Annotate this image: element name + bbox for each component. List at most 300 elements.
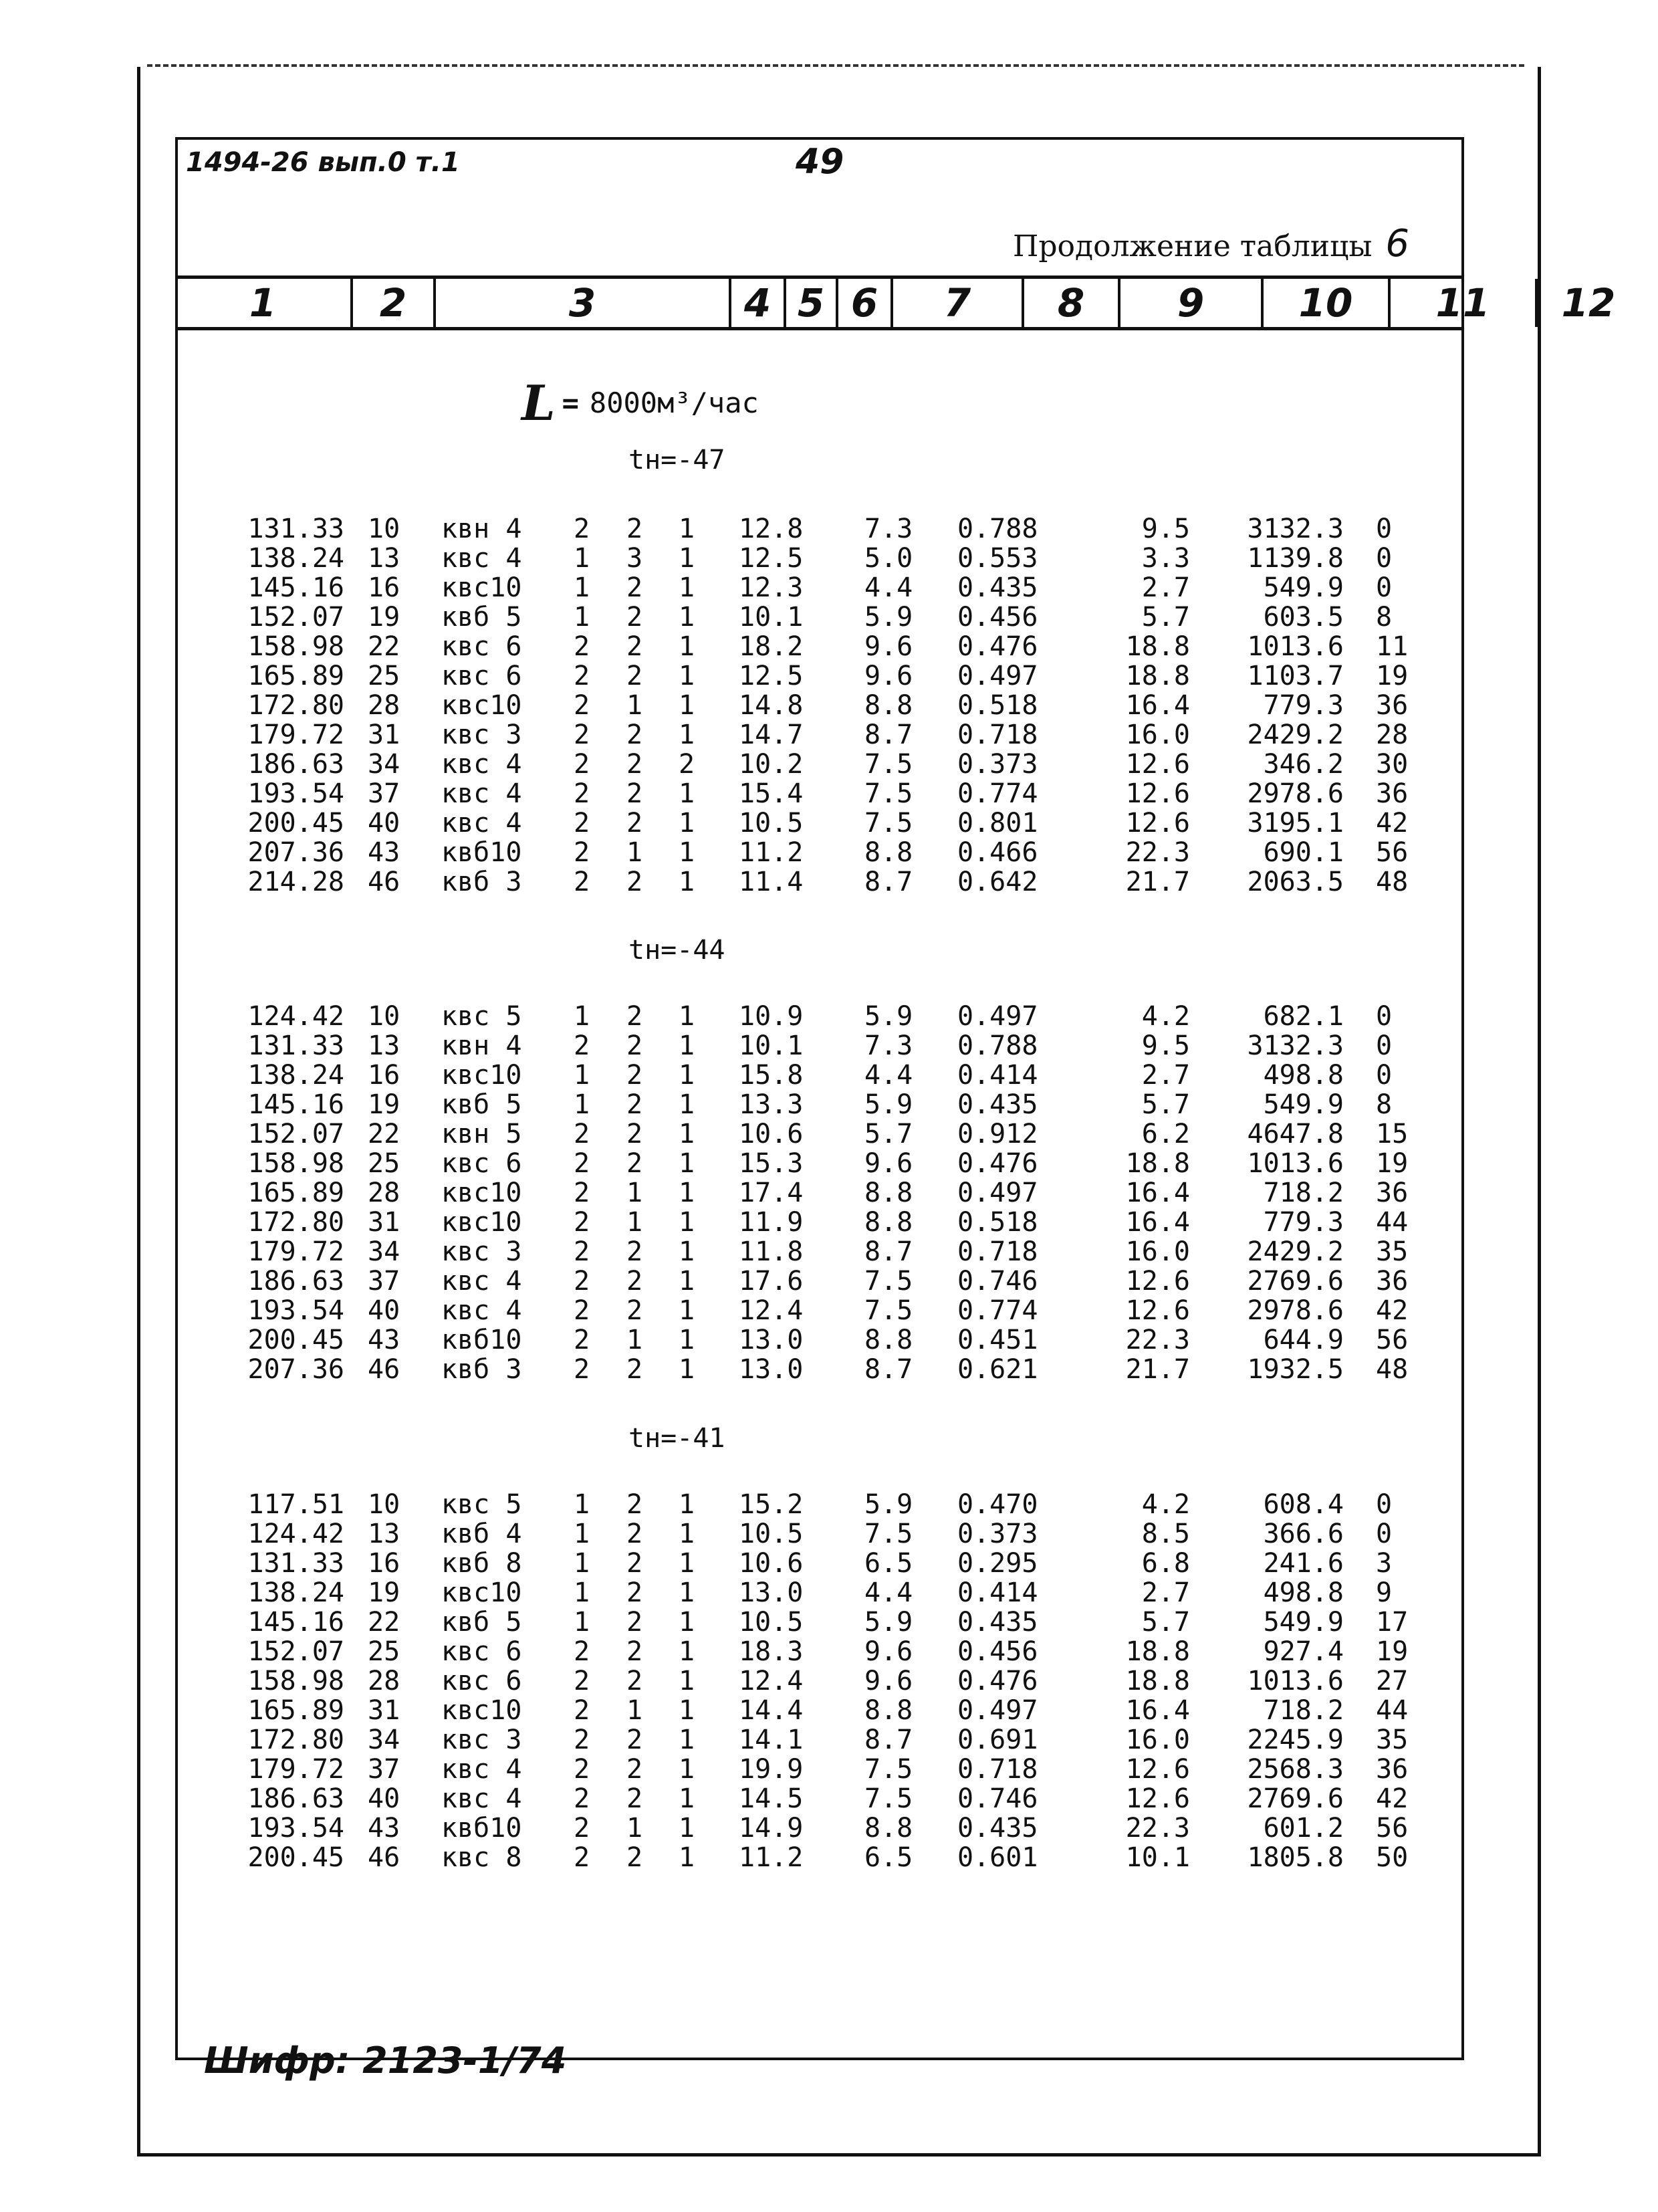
table-row <box>0 1236 1658 1266</box>
table-cell: 10.1 <box>739 602 804 633</box>
table-cell: 0 <box>1376 1519 1393 1549</box>
table-cell: 1 <box>626 1325 643 1355</box>
table-cell: 1 <box>574 1001 590 1032</box>
table-cell: 0.912 <box>957 1119 1038 1149</box>
table-row <box>0 1548 1658 1577</box>
table-cell: квс 4 <box>441 808 522 839</box>
table-cell: 2 <box>626 1577 643 1608</box>
table-cell: 0.497 <box>957 1178 1038 1208</box>
table-cell: 165.89 <box>247 1178 344 1208</box>
table-cell: 117.51 <box>247 1489 344 1520</box>
table-cell: 5.7 <box>1141 1607 1190 1638</box>
table-cell: 0.451 <box>957 1325 1038 1355</box>
table-cell: 16.4 <box>1125 1695 1190 1726</box>
column-header: 12 <box>1535 279 1639 327</box>
table-cell: 2 <box>626 1754 643 1785</box>
table-cell: 0.497 <box>957 1001 1038 1032</box>
table-cell: квб10 <box>441 837 522 868</box>
table-cell: 36 <box>1376 778 1409 809</box>
table-cell: 0 <box>1376 1030 1393 1061</box>
table-row <box>0 602 1658 631</box>
table-cell: 4.4 <box>864 572 913 603</box>
table-cell: 7.5 <box>864 749 913 780</box>
table-cell: 22 <box>368 1607 400 1638</box>
table-cell: 2 <box>574 1725 590 1755</box>
table-cell: 17.6 <box>739 1266 804 1297</box>
table-cell: 43 <box>368 1325 400 1355</box>
table-cell: 16.0 <box>1125 1725 1190 1755</box>
table-cell: 1 <box>679 1236 695 1267</box>
table-row <box>0 1813 1658 1842</box>
table-cell: 3 <box>626 543 643 574</box>
table-cell: 2 <box>574 1354 590 1385</box>
table-cell: 549.9 <box>1263 1089 1344 1120</box>
table-cell: 2063.5 <box>1247 867 1344 897</box>
table-row <box>0 778 1658 808</box>
table-cell: 9.6 <box>864 1666 913 1696</box>
table-cell: 18.8 <box>1125 1148 1190 1179</box>
continuation-heading <box>1013 222 1409 265</box>
table-cell: 21.7 <box>1125 867 1190 897</box>
table-cell: 13.3 <box>739 1089 804 1120</box>
table-cell: 0.774 <box>957 1295 1038 1326</box>
table-cell: квс10 <box>441 1577 522 1608</box>
table-cell: 3195.1 <box>1247 808 1344 839</box>
table-cell: 0.691 <box>957 1725 1038 1755</box>
table-cell: 0.746 <box>957 1783 1038 1814</box>
table-cell: 172.80 <box>247 1207 344 1238</box>
table-cell: 6.5 <box>864 1548 913 1579</box>
table-cell: 25 <box>368 1636 400 1667</box>
table-cell: 1 <box>679 1148 695 1179</box>
table-cell: 2 <box>574 1813 590 1844</box>
table-cell: 12.6 <box>1125 1295 1190 1326</box>
table-cell: 0.476 <box>957 1148 1038 1179</box>
table-cell: квс 4 <box>441 749 522 780</box>
table-cell: 11.9 <box>739 1207 804 1238</box>
column-header: 2 <box>350 279 433 327</box>
table-cell: квс 8 <box>441 1842 522 1873</box>
table-cell: 8.7 <box>864 1236 913 1267</box>
table-cell: 11.2 <box>739 1842 804 1873</box>
table-row <box>0 1030 1658 1060</box>
table-cell: 19 <box>368 1089 400 1120</box>
table-cell: 0.476 <box>957 631 1038 662</box>
table-cell: квс 5 <box>441 1001 522 1032</box>
table-cell: 34 <box>368 749 400 780</box>
table-cell: 17 <box>1376 1607 1409 1638</box>
table-cell: 6.5 <box>864 1842 913 1873</box>
table-cell: 186.63 <box>247 1266 344 1297</box>
table-row <box>0 1266 1658 1295</box>
table-cell: 10.1 <box>739 1030 804 1061</box>
table-cell: 1 <box>679 1813 695 1844</box>
table-cell: 12.6 <box>1125 1754 1190 1785</box>
table-cell: 1 <box>626 1178 643 1208</box>
column-header: 8 <box>1022 279 1118 327</box>
table-cell: квб 5 <box>441 1089 522 1120</box>
table-row <box>0 690 1658 720</box>
table-cell: 11.2 <box>739 837 804 868</box>
table-cell: 2 <box>574 1178 590 1208</box>
table-cell: квб 3 <box>441 1354 522 1385</box>
table-cell: 5.7 <box>864 1119 913 1149</box>
table-row <box>0 1295 1658 1325</box>
table-cell: 5.7 <box>1141 602 1190 633</box>
table-cell: 138.24 <box>247 543 344 574</box>
table-cell: 28 <box>368 1666 400 1696</box>
table-cell: 3.3 <box>1141 543 1190 574</box>
table-cell: 2 <box>574 1754 590 1785</box>
table-cell: 0.497 <box>957 661 1038 691</box>
table-cell: 12.5 <box>739 661 804 691</box>
table-cell: 0.466 <box>957 837 1038 868</box>
table-cell: 2 <box>574 1695 590 1726</box>
table-cell: 16.0 <box>1125 720 1190 750</box>
table-cell: 131.33 <box>247 1030 344 1061</box>
table-cell: 28 <box>368 690 400 721</box>
section-title: tн=-41 <box>628 1423 725 1454</box>
table-cell: 2 <box>626 1266 643 1297</box>
table-cell: 2 <box>574 1636 590 1667</box>
table-cell: 0.497 <box>957 1695 1038 1726</box>
table-cell: 158.98 <box>247 1148 344 1179</box>
table-cell: 2769.6 <box>1247 1783 1344 1814</box>
table-row <box>0 1325 1658 1354</box>
table-row <box>0 1207 1658 1236</box>
table-cell: 1103.7 <box>1247 661 1344 691</box>
table-cell: 1 <box>574 1519 590 1549</box>
table-cell: 48 <box>1376 867 1409 897</box>
table-cell: 0.801 <box>957 808 1038 839</box>
table-cell: квс10 <box>441 1178 522 1208</box>
table-cell: 25 <box>368 1148 400 1179</box>
table-cell: 2 <box>626 1783 643 1814</box>
table-cell: 10 <box>368 1001 400 1032</box>
table-cell: 0.435 <box>957 1089 1038 1120</box>
table-cell: 10.5 <box>739 808 804 839</box>
table-cell: 2 <box>626 1295 643 1326</box>
table-cell: 603.5 <box>1263 602 1344 633</box>
table-cell: 1 <box>679 1519 695 1549</box>
table-cell: 15.8 <box>739 1060 804 1091</box>
table-cell: 2 <box>574 1295 590 1326</box>
table-cell: 608.4 <box>1263 1489 1344 1520</box>
table-cell: 200.45 <box>247 1325 344 1355</box>
table-cell: квс 4 <box>441 543 522 574</box>
column-header-row <box>175 275 1616 330</box>
table-cell: 4647.8 <box>1247 1119 1344 1149</box>
table-cell: 0 <box>1376 1489 1393 1520</box>
table-cell: 16 <box>368 1548 400 1579</box>
table-cell: 1 <box>574 543 590 574</box>
table-cell: 0 <box>1376 572 1393 603</box>
table-cell: 1 <box>679 1548 695 1579</box>
table-cell: 2 <box>574 1266 590 1297</box>
table-cell: 2 <box>574 867 590 897</box>
table-cell: 2 <box>626 1607 643 1638</box>
table-cell: 1 <box>679 1725 695 1755</box>
table-cell: 207.36 <box>247 1354 344 1385</box>
table-cell: 37 <box>368 778 400 809</box>
table-cell: 2 <box>626 661 643 691</box>
table-cell: 1013.6 <box>1247 631 1344 662</box>
table-cell: 40 <box>368 1783 400 1814</box>
table-cell: 13.0 <box>739 1354 804 1385</box>
document-stamp: 1494-26 вып.0 т.1 <box>186 147 460 178</box>
table-cell: 6.2 <box>1141 1119 1190 1149</box>
table-cell: 28 <box>368 1178 400 1208</box>
table-cell: 7.5 <box>864 1295 913 1326</box>
table-cell: 214.28 <box>247 867 344 897</box>
table-cell: 2 <box>574 1325 590 1355</box>
table-cell: 4.2 <box>1141 1001 1190 1032</box>
table-cell: 1 <box>626 837 643 868</box>
table-cell: 1 <box>679 514 695 544</box>
table-cell: 2 <box>626 631 643 662</box>
table-cell: 138.24 <box>247 1060 344 1091</box>
table-cell: квб 3 <box>441 867 522 897</box>
table-cell: 779.3 <box>1263 690 1344 721</box>
table-row <box>0 1148 1658 1178</box>
table-cell: 1 <box>679 778 695 809</box>
table-cell: 1 <box>679 720 695 750</box>
table-cell: 1 <box>626 1695 643 1726</box>
table-cell: 10.1 <box>1125 1842 1190 1873</box>
table-cell: 15 <box>1376 1119 1409 1149</box>
table-cell: 12.3 <box>739 572 804 603</box>
table-cell: 2 <box>574 1236 590 1267</box>
table-cell: 644.9 <box>1263 1325 1344 1355</box>
table-row <box>0 1695 1658 1725</box>
table-cell: 0.414 <box>957 1577 1038 1608</box>
table-cell: квс10 <box>441 1060 522 1091</box>
table-cell: 31 <box>368 720 400 750</box>
table-cell: квс 6 <box>441 631 522 662</box>
table-cell: 16 <box>368 1060 400 1091</box>
table-cell: 0 <box>1376 1001 1393 1032</box>
table-cell: квс 4 <box>441 1754 522 1785</box>
table-cell: 1 <box>574 1089 590 1120</box>
section-title: tн=-47 <box>628 445 725 475</box>
table-cell: квб 5 <box>441 1607 522 1638</box>
table-cell: 12.4 <box>739 1295 804 1326</box>
table-cell: 10.2 <box>739 749 804 780</box>
table-cell: 1 <box>679 1325 695 1355</box>
table-cell: 15.2 <box>739 1489 804 1520</box>
table-cell: 16 <box>368 572 400 603</box>
table-cell: 0.788 <box>957 514 1038 544</box>
table-cell: 1 <box>679 661 695 691</box>
table-cell: 5.7 <box>1141 1089 1190 1120</box>
table-cell: 3132.3 <box>1247 514 1344 544</box>
table-cell: 4.2 <box>1141 1489 1190 1520</box>
section-title: tн=-44 <box>628 935 725 966</box>
table-cell: 31 <box>368 1207 400 1238</box>
table-row <box>0 808 1658 837</box>
table-cell: 124.42 <box>247 1519 344 1549</box>
table-cell: 2 <box>626 1519 643 1549</box>
table-cell: 56 <box>1376 837 1409 868</box>
table-cell: 1 <box>679 1266 695 1297</box>
table-cell: 2.7 <box>1141 572 1190 603</box>
table-cell: 16.4 <box>1125 1178 1190 1208</box>
table-cell: 36 <box>1376 690 1409 721</box>
column-header: 4 <box>729 279 784 327</box>
table-cell: 0.518 <box>957 1207 1038 1238</box>
table-cell: 56 <box>1376 1813 1409 1844</box>
table-cell: 1 <box>679 1783 695 1814</box>
table-cell: 1 <box>679 602 695 633</box>
table-cell: 152.07 <box>247 602 344 633</box>
table-cell: 8 <box>1376 602 1393 633</box>
table-row <box>0 1783 1658 1813</box>
table-cell: 200.45 <box>247 1842 344 1873</box>
table-cell: 37 <box>368 1266 400 1297</box>
table-cell: квс 4 <box>441 778 522 809</box>
table-cell: 2 <box>626 749 643 780</box>
table-cell: 2 <box>626 1842 643 1873</box>
table-cell: 0.788 <box>957 1030 1038 1061</box>
table-cell: 13.0 <box>739 1577 804 1608</box>
table-cell: 779.3 <box>1263 1207 1344 1238</box>
table-cell: 2 <box>574 1842 590 1873</box>
table-cell: 2 <box>574 749 590 780</box>
table-cell: 1805.8 <box>1247 1842 1344 1873</box>
table-cell: 12.4 <box>739 1666 804 1696</box>
table-cell: 1 <box>679 808 695 839</box>
column-header: 11 <box>1388 279 1535 327</box>
table-cell: 2 <box>574 514 590 544</box>
table-cell: 0.414 <box>957 1060 1038 1091</box>
table-cell: 2 <box>626 1666 643 1696</box>
table-cell: 42 <box>1376 808 1409 839</box>
table-cell: 2 <box>626 602 643 633</box>
table-row <box>0 749 1658 778</box>
table-cell: 9.6 <box>864 661 913 691</box>
table-cell: 2 <box>574 1207 590 1238</box>
table-cell: 8.8 <box>864 1178 913 1208</box>
table-cell: квс 6 <box>441 1636 522 1667</box>
table-cell: 2.7 <box>1141 1060 1190 1091</box>
table-cell: 1 <box>574 1607 590 1638</box>
table-cell: 179.72 <box>247 1236 344 1267</box>
table-cell: 690.1 <box>1263 837 1344 868</box>
table-cell: 5.9 <box>864 1001 913 1032</box>
table-cell: 3 <box>1376 1548 1393 1579</box>
table-cell: 9.6 <box>864 1636 913 1667</box>
table-cell: 14.5 <box>739 1783 804 1814</box>
column-header: 7 <box>891 279 1022 327</box>
table-cell: 346.2 <box>1263 749 1344 780</box>
table-cell: 19 <box>1376 1636 1409 1667</box>
table-cell: 12.5 <box>739 543 804 574</box>
table-cell: 8 <box>1376 1089 1393 1120</box>
table-cell: 145.16 <box>247 1607 344 1638</box>
table-cell: 1 <box>679 1842 695 1873</box>
table-cell: 35 <box>1376 1725 1409 1755</box>
table-cell: 718.2 <box>1263 1178 1344 1208</box>
table-cell: 0.621 <box>957 1354 1038 1385</box>
table-cell: 2 <box>574 1783 590 1814</box>
table-cell: 8.8 <box>864 690 913 721</box>
table-cell: 11 <box>1376 631 1409 662</box>
table-cell: 179.72 <box>247 720 344 750</box>
table-cell: квс 6 <box>441 661 522 691</box>
table-cell: 2 <box>626 572 643 603</box>
table-cell: 34 <box>368 1725 400 1755</box>
table-cell: 8.7 <box>864 1725 913 1755</box>
table-cell: 0.476 <box>957 1666 1038 1696</box>
table-cell: 138.24 <box>247 1577 344 1608</box>
table-cell: 2 <box>574 631 590 662</box>
table-cell: 0.456 <box>957 602 1038 633</box>
table-cell: 1 <box>574 1060 590 1091</box>
continuation-number: 6 <box>1385 222 1410 265</box>
table-cell: 2.7 <box>1141 1577 1190 1608</box>
table-cell: 9.6 <box>864 631 913 662</box>
table-cell: 2 <box>574 837 590 868</box>
table-cell: 0.295 <box>957 1548 1038 1579</box>
table-cell: 12.6 <box>1125 749 1190 780</box>
continuation-text: Продолжение таблицы <box>1013 229 1373 263</box>
table-cell: 18.8 <box>1125 661 1190 691</box>
table-cell: 9.5 <box>1141 514 1190 544</box>
table-cell: 2245.9 <box>1247 1725 1344 1755</box>
table-cell: 145.16 <box>247 572 344 603</box>
table-cell: 19 <box>1376 1148 1409 1179</box>
table-cell: 21.7 <box>1125 1354 1190 1385</box>
table-cell: 7.3 <box>864 1030 913 1061</box>
table-cell: 5.9 <box>864 1607 913 1638</box>
table-cell: 1 <box>626 1813 643 1844</box>
table-cell: 46 <box>368 1354 400 1385</box>
table-cell: 165.89 <box>247 1695 344 1726</box>
table-cell: 22 <box>368 1119 400 1149</box>
table-cell: 2 <box>626 1354 643 1385</box>
table-cell: 37 <box>368 1754 400 1785</box>
table-row <box>0 1089 1658 1119</box>
table-cell: 0 <box>1376 514 1393 544</box>
table-cell: 14.8 <box>739 690 804 721</box>
table-cell: 1 <box>679 1119 695 1149</box>
table-cell: 2 <box>626 1725 643 1755</box>
table-row <box>0 1636 1658 1666</box>
table-cell: 0.373 <box>957 1519 1038 1549</box>
column-header: 3 <box>433 279 729 327</box>
table-cell: 5.9 <box>864 1089 913 1120</box>
table-cell: квс10 <box>441 572 522 603</box>
table-cell: 1 <box>679 867 695 897</box>
table-row <box>0 1842 1658 1872</box>
table-cell: 1 <box>679 1089 695 1120</box>
table-cell: 19 <box>1376 661 1409 691</box>
table-cell: 124.42 <box>247 1001 344 1032</box>
table-cell: 2 <box>626 1636 643 1667</box>
table-row <box>0 837 1658 867</box>
table-cell: 56 <box>1376 1325 1409 1355</box>
table-cell: 19 <box>368 1577 400 1608</box>
table-cell: 193.54 <box>247 778 344 809</box>
table-cell: 1 <box>679 1207 695 1238</box>
table-cell: 2 <box>574 720 590 750</box>
table-row <box>0 1577 1658 1607</box>
table-cell: 10.5 <box>739 1607 804 1638</box>
table-cell: 2 <box>574 1148 590 1179</box>
table-cell: 46 <box>368 1842 400 1873</box>
table-cell: 498.8 <box>1263 1577 1344 1608</box>
table-cell: 9.5 <box>1141 1030 1190 1061</box>
